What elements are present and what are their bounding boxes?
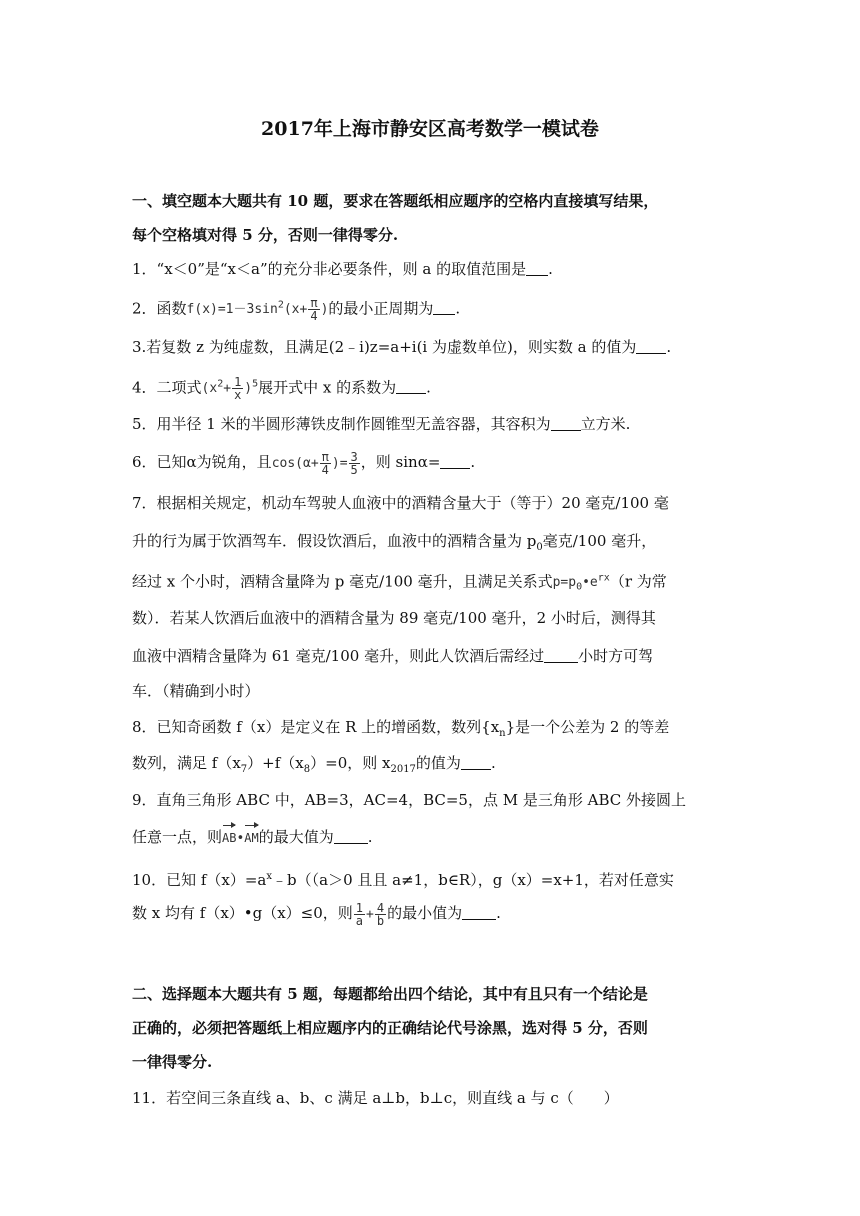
q8-l2-sub3: 2017 — [390, 764, 416, 775]
q6-period: . — [470, 453, 476, 471]
q1-period: . — [548, 260, 553, 278]
question-9-line-2 — [132, 826, 732, 850]
section2-heading-line1: 二、选择题本大题共有 5 题，每题都给出四个结论，其中有且只有一个结论是 — [132, 985, 648, 1003]
q4-text-b: 展开式中 x 的系数为 — [258, 378, 397, 397]
q6-frac1-den: 4 — [321, 463, 329, 477]
q2-formula — [186, 296, 329, 324]
q8-l1-sub: n — [499, 728, 506, 739]
question-11: 11．若空间三条直线 a、b、c 满足 a⊥b，b⊥c，则直线 a 与 c（ ） — [132, 1089, 619, 1107]
q8-l2-text-c: ）=0，则 x — [310, 754, 391, 772]
q4-frac-num: 1 — [234, 375, 242, 390]
q2-text: 2．函数 — [132, 299, 187, 318]
q10-fraction-1 — [354, 902, 365, 927]
q1-answer-blank — [526, 259, 548, 276]
q7-l5-text-b: 小时方可驾 — [578, 647, 654, 665]
q3-period: . — [666, 338, 672, 356]
q7-formula-sub: 0 — [576, 581, 583, 593]
q7-l2-text-b: 毫克/100 毫升， — [542, 532, 657, 550]
question-7-line-6: 车．（精确到小时） — [132, 682, 260, 700]
q6-fraction-1 — [320, 451, 331, 476]
q4-exponent: 2 — [217, 379, 224, 390]
section1-heading-line1: 一、填空题本大题共有 10 题，要求在答题纸相应题序的空格内直接填写结果， — [132, 192, 659, 210]
q4-frac-den: x — [234, 388, 242, 403]
question-7-line-2 — [132, 530, 732, 559]
q8-l2-text-d: 的值为 — [415, 754, 461, 772]
q6-answer-blank — [440, 452, 470, 469]
q10-l2-text-b: 的最小值为 — [387, 904, 463, 922]
q10-frac2-num: 4 — [376, 901, 385, 915]
q6-fraction-2 — [349, 451, 360, 476]
q4-answer-blank — [396, 377, 426, 394]
q6-formula — [271, 450, 361, 477]
q9-dot: • — [236, 831, 245, 846]
q10-l2-text: 数 x 均有 f（x）•g（x）≤0，则 — [132, 904, 353, 922]
q6-frac1-num: π — [321, 450, 329, 464]
q7-l5-text: 血液中酒精含量降为 61 毫克/100 毫升，则此人饮酒后需经过 — [132, 647, 545, 665]
question-7-line-5 — [132, 645, 732, 667]
question-4 — [132, 374, 732, 401]
q9-l2-text-b: 的最大值为 — [258, 828, 334, 846]
q7-formula-exp-base: •e — [582, 575, 598, 591]
q2-exponent: 2 — [277, 300, 284, 311]
q8-answer-blank — [461, 753, 491, 770]
q9-period: . — [367, 828, 373, 846]
q8-l1-text-b: }是一个公差为 2 的等差 — [505, 718, 670, 736]
section2-heading-line2: 正确的，必须把答题纸上相应题序内的正确结论代号涂黑，选对得 5 分，否则 — [132, 1019, 648, 1037]
q10-frac1-num: 1 — [355, 901, 364, 915]
q7-l3-text: 经过 x 个小时，酒精含量降为 p 毫克/100 毫升，且满足关系式 — [132, 572, 553, 591]
q10-l1-text: 10．已知 f（x）=a — [132, 871, 267, 889]
question-7-line-1: 7．根据相关规定，机动车驾驶人血液中的酒精含量大于（等于）20 毫克/100 毫 — [132, 494, 669, 512]
question-7-line-4: 数）．若某人饮酒后血液中的酒精含量为 89 毫克/100 毫升，2 小时后，测得其 — [132, 609, 656, 627]
q2-answer-blank — [433, 298, 455, 315]
q3-answer-blank — [636, 337, 666, 354]
q6-text: 6．已知α为锐角，且 — [132, 453, 272, 471]
question-10-line-1 — [132, 866, 732, 891]
question-1 — [132, 258, 732, 280]
q3-text: 3.若复数 z 为纯虚数，且满足(2﹣i)z=a+i(i 为虚数单位)，则实数 a 的值为 — [132, 338, 637, 356]
q6-frac2-num: 3 — [350, 450, 358, 464]
q9-l2-text: 任意一点，则 — [132, 828, 223, 846]
q4-power: 5 — [252, 379, 259, 390]
q8-l2-sub2: 8 — [303, 764, 311, 775]
q7-l3-text-b: （r 为常 — [609, 572, 667, 591]
q2-formula-head: f(x)=1－3sin — [186, 302, 278, 318]
question-8-line-1 — [132, 716, 732, 745]
q10-formula — [353, 901, 387, 928]
question-9-line-1: 9．直角三角形 ABC 中，AB=3，AC=4，BC=5，点 M 是三角形 ABC 外接圆上 — [132, 791, 687, 809]
q7-l2-sub: 0 — [536, 542, 543, 553]
q2-period: . — [455, 299, 461, 318]
question-5 — [132, 413, 732, 435]
q2-arg-close: ) — [320, 302, 329, 318]
q7-l2-text: 升的行为属于饮酒驾车．假设饮酒后，血液中的酒精含量为 p — [132, 532, 537, 550]
q2-text-b: 的最小正周期为 — [328, 299, 434, 318]
page-title: 2017年上海市静安区高考数学一模试卷 — [261, 118, 599, 140]
q5-text: 5．用半径 1 米的半圆形薄铁皮制作圆锥型无盖容器，其容积为 — [132, 415, 551, 433]
q9-vector-ab: AB — [222, 827, 236, 849]
q10-l1-sup: x — [266, 871, 273, 882]
q5-answer-blank — [551, 414, 581, 431]
q7-formula-sup: rx — [597, 573, 610, 584]
q1-text: 1．“x＜0”是“x＜a”的充分非必要条件，则 a 的取值范围是 — [132, 260, 527, 278]
section1-heading-line2: 每个空格填对得 5 分，否则一律得零分. — [132, 226, 399, 244]
q4-period: . — [426, 378, 431, 397]
q6-eq: )= — [331, 456, 348, 471]
q7-answer-blank — [544, 646, 578, 663]
q8-l2-text-a: 数列，满足 f（x — [132, 754, 241, 772]
question-2 — [132, 295, 732, 322]
q10-frac2-den: b — [376, 914, 385, 928]
q6-formula-head: cos(α+ — [271, 456, 319, 471]
q10-frac1-den: a — [355, 914, 364, 928]
q2-fraction — [308, 297, 319, 322]
q9-vector-am: AM — [244, 827, 258, 849]
q4-plus: + — [223, 381, 232, 397]
q10-plus: + — [366, 907, 374, 922]
q2-arg-open: (x+ — [283, 302, 308, 318]
q8-l2-text-b: ）+f（x — [247, 754, 304, 772]
q7-formula — [552, 573, 610, 593]
q8-period: . — [490, 754, 496, 772]
q2-frac-num: π — [310, 296, 318, 311]
q10-period: . — [496, 904, 501, 922]
q10-l1-text-b: ﹣b（（a＞0 且且 a≠1，b∈R），g（x）=x+1，若对任意实 — [272, 871, 674, 889]
q8-l2-sub1: 7 — [240, 764, 248, 775]
q5-text-b: 立方米. — [580, 415, 631, 433]
q4-paren: ) — [244, 381, 253, 397]
question-7-line-3 — [132, 568, 732, 599]
question-3 — [132, 336, 732, 358]
q9-answer-blank — [334, 827, 368, 844]
q7-formula-head: p=p — [552, 575, 577, 591]
q8-l1-text: 8．已知奇函数 f（x）是定义在 R 上的增函数，数列{x — [132, 718, 500, 736]
q2-frac-den: 4 — [310, 309, 318, 324]
q6-text-b: ，则 sinα= — [360, 453, 441, 471]
question-8-line-2 — [132, 752, 732, 781]
q4-text: 4．二项式 — [132, 378, 202, 397]
q4-formula — [201, 375, 259, 403]
q4-fraction — [232, 376, 243, 401]
question-10-line-2 — [132, 902, 732, 927]
question-6 — [132, 451, 732, 476]
section2-heading-line3: 一律得零分. — [132, 1053, 213, 1071]
q10-fraction-2 — [375, 902, 386, 927]
q4-formula-head: (x — [201, 381, 218, 397]
q10-answer-blank — [462, 903, 496, 920]
q6-frac2-den: 5 — [350, 463, 358, 477]
